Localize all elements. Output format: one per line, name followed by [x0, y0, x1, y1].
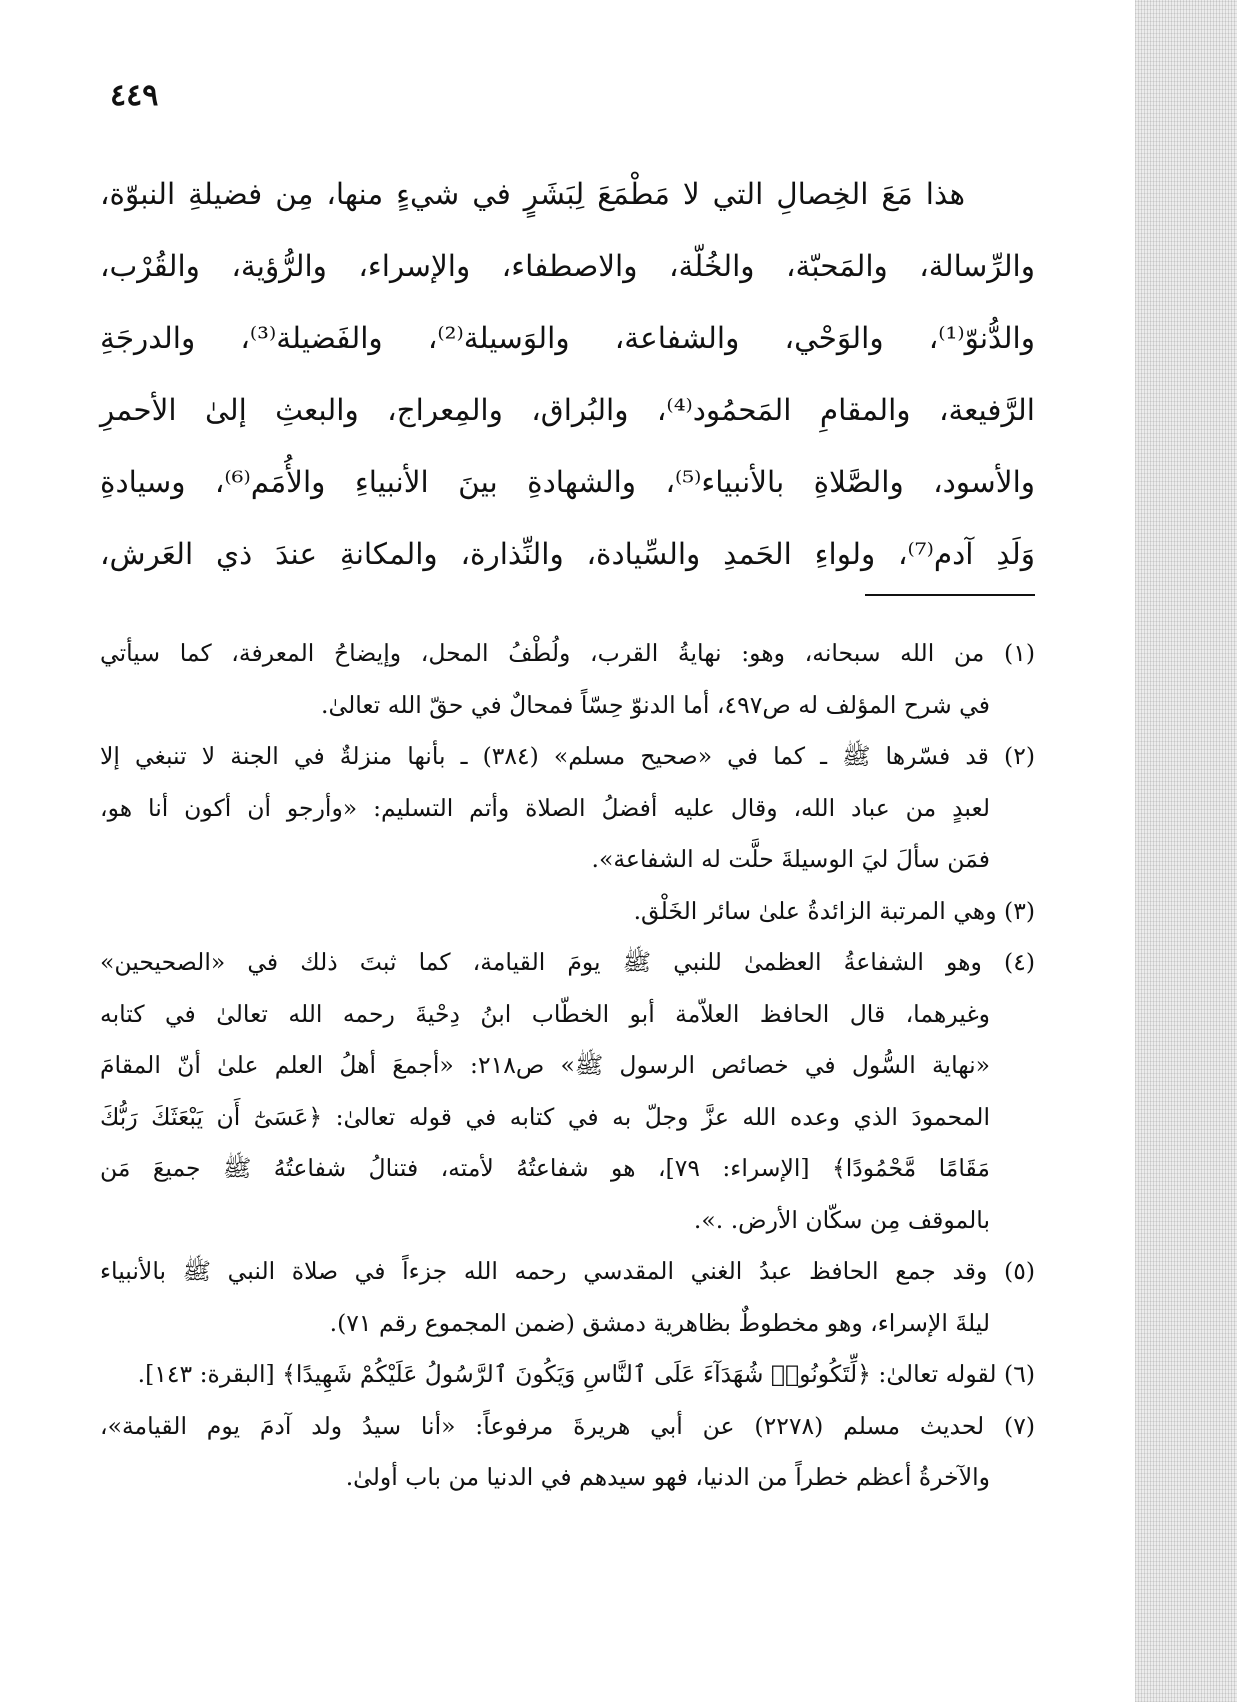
- footnote-text: وهي المرتبة الزائدةُ علىٰ سائر الخَلْق.: [633, 896, 997, 925]
- footnote-number: (٢): [1004, 742, 1035, 770]
- footnote-4-line: بالموقف مِن سكّان الأرض. .».: [693, 1205, 990, 1234]
- footnote-5-line: ليلةَ الإسراء، وهو مخطوطٌ بظاهرية دمشق (ضمن المجموع رقم ٧١).: [329, 1308, 990, 1337]
- footnote-4-line: مَقَامًا مَّحْمُودًا﴾ [الإسراء: ٧٩]، هو شفاعتُهُ لأمته، فتنالُ شفاعتُهُ ﷺ جميعَ مَن: [100, 1154, 990, 1182]
- footnote-7-line: والآخرةُ أعظم خطراً من الدنيا، فهو سيدهم في الدنيا من باب أولىٰ.: [345, 1463, 990, 1491]
- main-text-line: والدُّنوّ⁽¹⁾، والوَحْي، والشفاعة، والوَسيلة⁽²⁾، والفَضيلة⁽³⁾، والدرجَةِ: [100, 321, 1035, 355]
- footnote-4-line: وغيرهما، قال الحافظ العلاّمة أبو الخطّاب ابنُ دِحْيةَ رحمه الله تعالىٰ في كتابه: [100, 999, 990, 1028]
- footnote-2-line: [100, 731, 1035, 783]
- main-text-body: [100, 158, 1035, 590]
- footnote-separator: [865, 594, 1035, 596]
- footnote-7-line: [100, 1401, 1035, 1453]
- footnote-1-line: في شرح المؤلف له ص٤٩٧، أما الدنوّ حِسّاً فمحالٌ في حقّ الله تعالىٰ.: [321, 690, 990, 719]
- footnote-number: (٥): [1004, 1257, 1035, 1285]
- footnote-4-line: [100, 937, 1035, 989]
- footnote-number: (٣): [1004, 896, 1035, 925]
- main-text-line: هذا مَعَ الخِصالِ التي لا مَطْمَعَ لِبَشَرٍ في شيءٍ منها، مِن فضيلةِ النبوّة،: [100, 177, 965, 211]
- footnote-1-line: [100, 628, 1035, 680]
- footnote-text: لحديث مسلم (٢٢٧٨) عن أبي هريرةَ مرفوعاً: «أنا سيدُ ولد آدمَ يوم القيامة»،: [100, 1411, 985, 1440]
- footnote-2-line: فمَن سألَ ليَ الوسيلةَ حلَّت له الشفاعة».: [591, 845, 990, 873]
- footnote-text: قد فسّرها ﷺ ـ كما في «صحيح مسلم» (٣٨٤) ـ بأنها منزلةٌ في الجنة لا تنبغي إلا: [100, 742, 989, 770]
- footnote-text: وهو الشفاعةُ العظمىٰ للنبي ﷺ يومَ القيامة، كما ثبتَ ذلك في «الصحيحين»: [100, 948, 982, 976]
- footnote-text: لقوله تعالىٰ: ﴿لِّتَكُونُوا۟ شُهَدَآءَ عَلَى ٱلنَّاسِ وَيَكُونَ ٱلرَّسُولُ عَلَيْكُمْ شَهِيدًا﴾ [البقرة: ١٤٣].: [137, 1360, 997, 1388]
- footnote-4-line: المحمودَ الذي وعده الله عزَّ وجلّ به في كتابه في قوله تعالىٰ: ﴿عَسَىٰٓ أَن يَبْعَثَكَ رَبُّكَ: [100, 1102, 990, 1131]
- footnote-6-line: [100, 1349, 1035, 1401]
- footnote-number: (٦): [1004, 1360, 1035, 1388]
- book-binding-edge: [1135, 0, 1237, 1702]
- footnote-3-line: [100, 886, 1035, 938]
- main-text-line: وَلَدِ آدم⁽⁷⁾، ولواءِ الحَمدِ والسِّيادة، والنِّذارة، والمكانةِ عندَ ذي العَرش،: [100, 537, 1035, 571]
- main-text-line: والرِّسالة، والمَحبّة، والخُلّة، والاصطفاء، والإسراء، والرُّؤية، والقُرْب،: [100, 249, 1035, 283]
- main-text-line: الرَّفيعة، والمقامِ المَحمُود⁽⁴⁾، والبُراق، والمِعراج، والبعثِ إلىٰ الأحمرِ: [100, 393, 1035, 427]
- page-number: ٤٤٩: [110, 78, 159, 113]
- main-text-line: والأسود، والصَّلاةِ بالأنبياء⁽⁵⁾، والشهادةِ بينَ الأنبياءِ والأُمَم⁽⁶⁾، وسيادةِ: [100, 465, 1036, 499]
- footnote-number: (٧): [1004, 1411, 1035, 1440]
- footnote-number: (١): [1004, 639, 1035, 667]
- footnote-number: (٤): [1004, 948, 1035, 976]
- footnote-4-line: «نهاية السُّول في خصائص الرسول ﷺ» ص٢١٨: «أجمعَ أهلُ العلم علىٰ أنّ المقامَ: [100, 1051, 990, 1079]
- footnotes: [100, 628, 1035, 1504]
- footnote-text: وقد جمع الحافظ عبدُ الغني المقدسي رحمه الله جزءاً في صلاة النبي ﷺ بالأنبياء: [100, 1257, 988, 1285]
- footnote-text: من الله سبحانه، وهو: نهايةُ القرب، ولُطْفُ المحل، وإيضاحُ المعرفة، كما سيأتي: [100, 639, 985, 667]
- footnote-2-line: لعبدٍ من عباد الله، وقال عليه أفضلُ الصلاة وأتم التسليم: «وأرجو أن أكون أنا هو،: [100, 793, 990, 822]
- footnote-5-line: [100, 1246, 1035, 1298]
